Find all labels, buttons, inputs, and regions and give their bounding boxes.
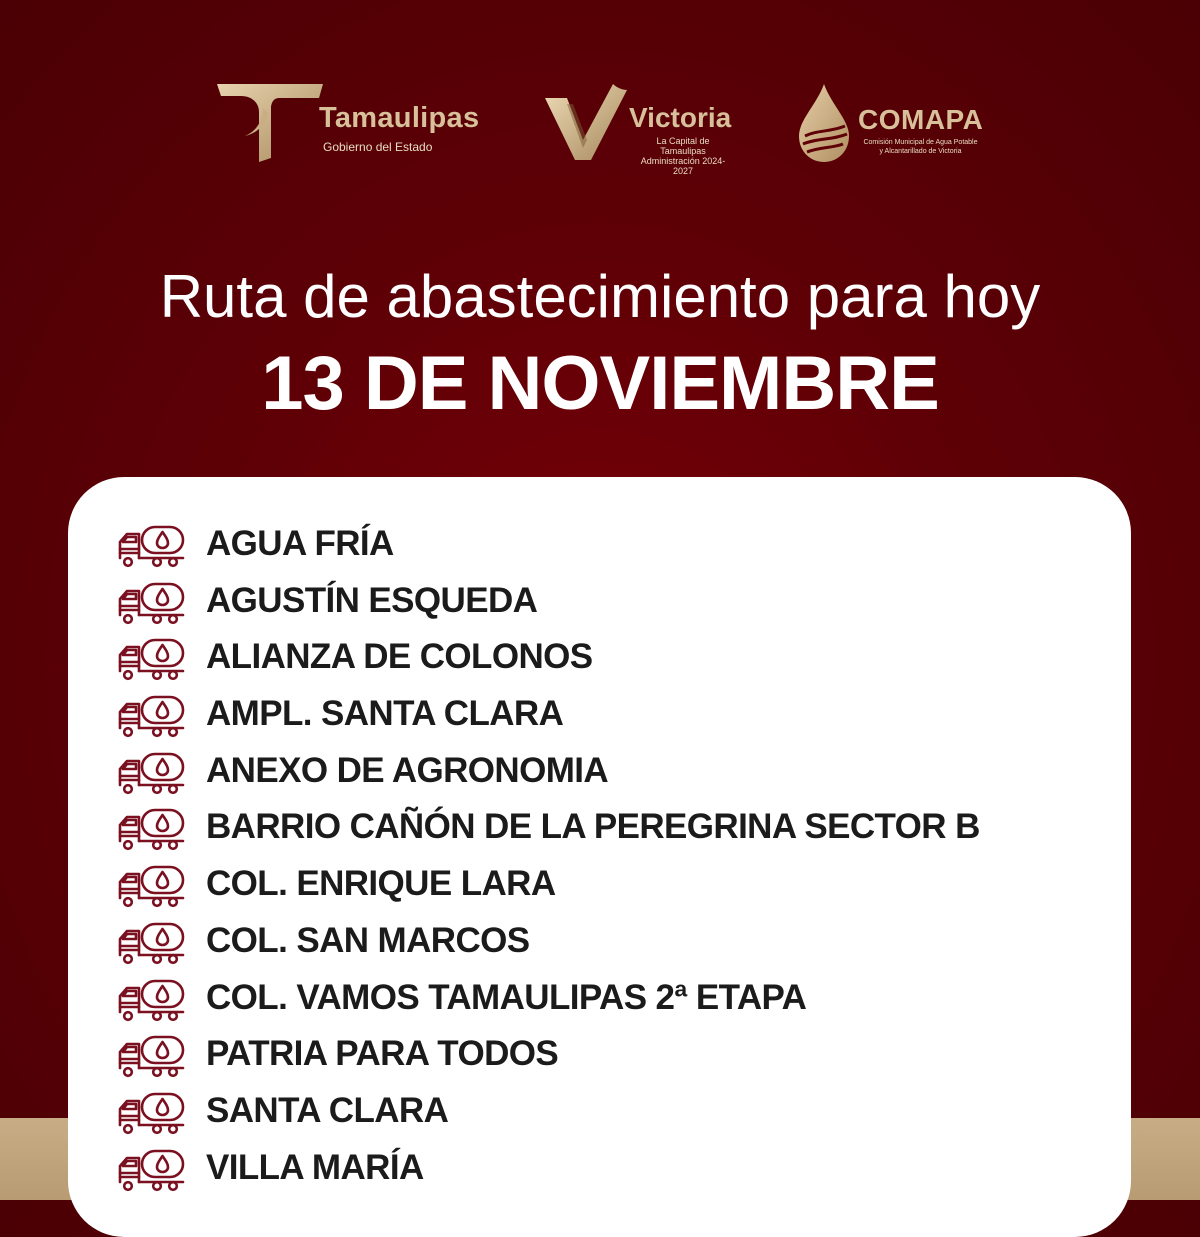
list-item bbox=[117, 573, 1017, 630]
victoria-subtitle-line1: La Capital de Tamaulipas bbox=[656, 136, 710, 156]
list-item bbox=[117, 1083, 1017, 1140]
page-title: Ruta de abastecimiento para hoy bbox=[159, 263, 1041, 330]
list-item bbox=[117, 856, 1017, 913]
colonia-name: COL. VAMOS TAMAULIPAS 2ª ETAPA bbox=[206, 977, 807, 1017]
colonia-name: SANTA CLARA bbox=[206, 1090, 449, 1130]
comapa-logo bbox=[795, 72, 995, 172]
comapa-subtitle bbox=[858, 138, 983, 156]
victoria-subtitle bbox=[635, 136, 731, 176]
water-truck-icon bbox=[117, 692, 187, 738]
water-truck-icon bbox=[117, 635, 187, 681]
colonia-name: ANEXO DE AGRONOMIA bbox=[206, 750, 609, 790]
logo-bar bbox=[0, 72, 1200, 176]
colonia-name: VILLA MARÍA bbox=[206, 1147, 424, 1187]
colonia-name: COL. SAN MARCOS bbox=[206, 920, 530, 960]
victoria-subtitle-line2: Administración 2024-2027 bbox=[640, 156, 726, 176]
water-drop-icon bbox=[795, 82, 853, 164]
victoria-v-icon bbox=[543, 80, 631, 162]
list-item bbox=[117, 629, 1017, 686]
list-item bbox=[117, 1140, 1017, 1197]
colonia-name: AGUA FRÍA bbox=[206, 524, 394, 563]
colonias-list bbox=[117, 516, 1017, 1196]
colonia-name: AGUSTÍN ESQUEDA bbox=[206, 580, 538, 620]
tamaulipas-emblem-icon bbox=[215, 78, 327, 162]
tamaulipas-name: Tamaulipas bbox=[319, 102, 480, 134]
route-date: 13 DE NOVIEMBRE bbox=[261, 341, 939, 426]
list-item bbox=[117, 743, 1017, 800]
water-truck-icon bbox=[117, 976, 187, 1022]
colonia-name: COL. ENRIQUE LARA bbox=[206, 864, 556, 904]
water-truck-icon bbox=[117, 919, 187, 965]
water-truck-icon bbox=[117, 522, 187, 568]
water-truck-icon bbox=[117, 1089, 187, 1135]
colonia-name: AMPL. SANTA CLARA bbox=[206, 694, 564, 734]
colonia-name: PATRIA PARA TODOS bbox=[206, 1034, 559, 1074]
comapa-subtitle-line2: y Alcantarillado de Victoria bbox=[879, 148, 962, 155]
list-item bbox=[117, 799, 1017, 856]
water-truck-icon bbox=[117, 749, 187, 795]
water-truck-icon bbox=[117, 862, 187, 908]
water-truck-icon bbox=[117, 1032, 187, 1078]
list-item bbox=[117, 686, 1017, 743]
colonia-name: ALIANZA DE COLONOS bbox=[206, 637, 593, 677]
water-truck-icon bbox=[117, 579, 187, 625]
comapa-name: COMAPA bbox=[858, 104, 984, 135]
list-item bbox=[117, 1026, 1017, 1083]
tamaulipas-logo bbox=[215, 72, 505, 172]
victoria-name: Victoria bbox=[629, 102, 732, 133]
water-truck-icon bbox=[117, 805, 187, 851]
colonia-name: BARRIO CAÑÓN DE LA PEREGRINA SECTOR B bbox=[206, 807, 980, 847]
list-item bbox=[117, 970, 1017, 1027]
victoria-logo bbox=[543, 72, 763, 176]
water-truck-icon bbox=[117, 1146, 187, 1192]
comapa-subtitle-line1: Comisión Municipal de Agua Potable bbox=[863, 139, 978, 146]
tamaulipas-subtitle: Gobierno del Estado bbox=[323, 140, 433, 154]
list-item bbox=[117, 913, 1017, 970]
list-item bbox=[117, 516, 1017, 573]
